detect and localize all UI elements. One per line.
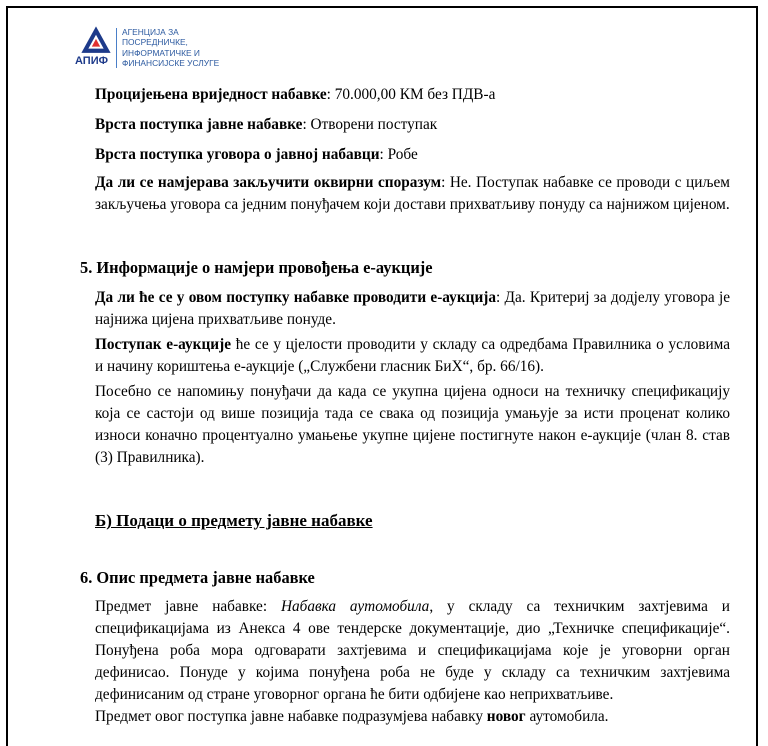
logo-line: ПОСРЕДНИЧКЕ, (122, 37, 188, 48)
eauction-question (95, 287, 730, 331)
logo-line: ИНФОРМАТИЧКЕ И (122, 47, 200, 58)
logo-text (122, 27, 219, 68)
logo-line: АГЕНЦИЈА ЗА (122, 27, 179, 37)
procedure-type-text: : Отворени поступак (302, 116, 438, 133)
subject-description (95, 596, 730, 706)
agency-logo (72, 25, 232, 71)
eauction-procedure-text: ће се у цјелости проводити у складу са одредбама Правилника о условима и начину кориштења е-аукције („Службени гласник БиХ“, бр. 66/16). (95, 336, 730, 375)
logo-abbreviation: АПИФ (75, 55, 108, 67)
contract-type-label: Врста поступка уговора о јавној набавци (95, 146, 380, 163)
subject-description-intro: Предмет јавне набавке: (95, 598, 281, 615)
subject-description-title: Набавка аутомобила (280, 598, 430, 615)
subject-scope-intro: Предмет овог поступка јавне набавке подразумјева набавку (95, 708, 487, 725)
framework-agreement-text: : Не. Поступак набавке се проводи с циљем закључења уговора са једним понуђачем који достави прихватљиву понуду са најнижом цијеном. (95, 174, 730, 213)
framework-agreement-label: Да ли се намјерава закључити оквирни споразум (95, 174, 442, 191)
eauction-procedure-label: Поступак е-аукције (95, 336, 232, 353)
eauction-question-text: : Да. Критериј за додјелу уговора је најнижа цијена прихватљиве понуде. (95, 289, 730, 328)
subject-scope-end: аутомобила. (525, 708, 609, 725)
eauction-question-label: Да ли ће се у овом поступку набавке проводити е-аукција (95, 289, 497, 306)
logo-line: ФИНАНСИЈСКЕ УСЛУГЕ (122, 57, 220, 68)
estimated-value-label: Процијењена вриједност набавке (95, 86, 327, 103)
section-6-heading: 6. Опис предмета јавне набавке (80, 568, 315, 587)
logo-divider (116, 28, 117, 68)
eauction-note: Посебно се напомињу понуђачи да када се укупна цијена односи на техничку спецификацију која се састоји од више позиција тада се свака од позиција умањује за исти проценат колико износи коначно процентуално умањење укупне цијене постигнуте након е-аукције (члан 8. став (3) Правилника). (95, 383, 730, 466)
part-b-title: Б) Подаци о предмету јавне набавке (95, 511, 373, 530)
subject-scope-emphasis: новог (486, 708, 526, 725)
contract-type-text: : Робе (379, 146, 418, 163)
procedure-type-label: Врста поступка јавне набавке (95, 116, 303, 133)
section-5-heading: 5. Информације о намјери провођења е-аукције (80, 258, 433, 277)
estimated-value (95, 84, 730, 106)
subject-description-text: , у складу са техничким захтјевима и спецификацијама из Анекса 4 ове тендерске документације, дио „Техничке спецификације“. Понуђена роба мора одговарати захтјевима и спецификацијама које је уговорни орган дефинисао. Понуде у којима понуђена роба не буде у складу са техничким захтјевима дефинисаним од стране уговорног органа ће бити одбијене као неприхватљиве. (95, 598, 730, 703)
eauction-procedure (95, 334, 730, 378)
logo-triangle-icon (80, 25, 112, 57)
contract-type (95, 144, 730, 166)
subject-scope (95, 706, 730, 728)
estimated-value-text: : 70.000,00 КМ без ПДВ-а (326, 86, 496, 103)
framework-agreement (95, 172, 730, 216)
procedure-type (95, 114, 730, 136)
